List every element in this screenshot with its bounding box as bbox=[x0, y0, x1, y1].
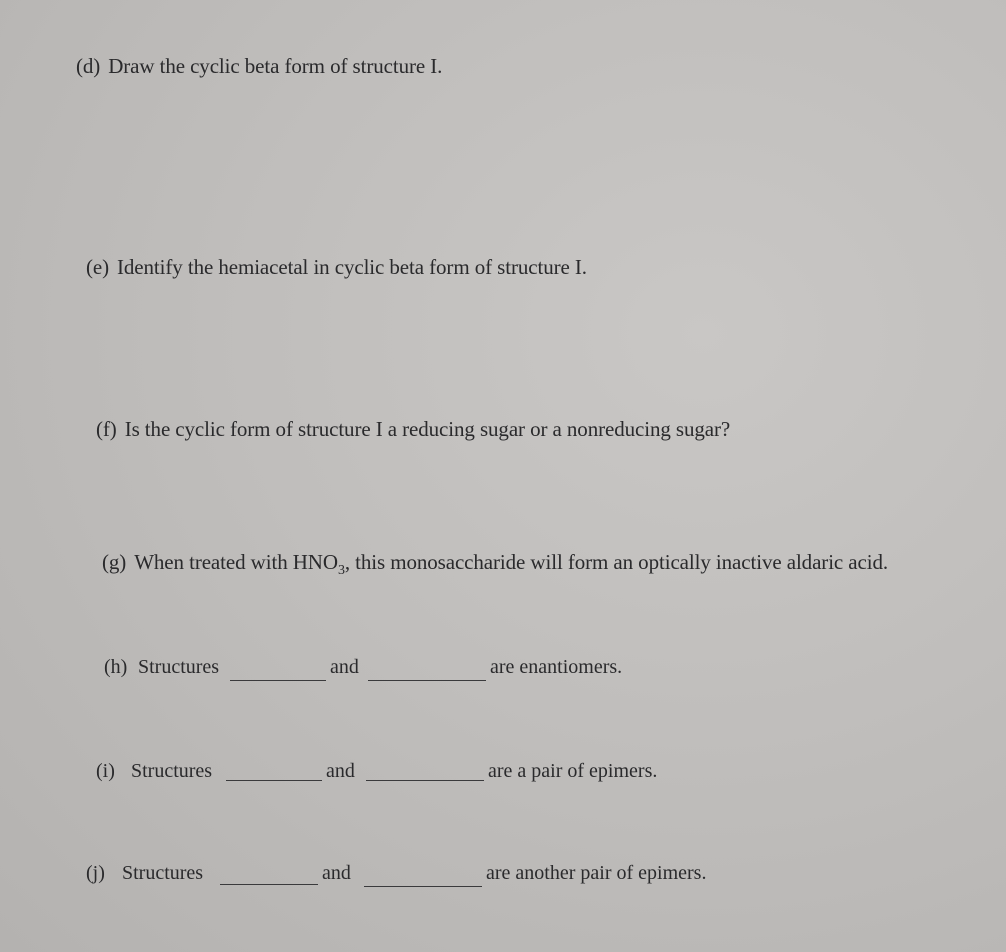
question-i-blank-2[interactable] bbox=[366, 780, 484, 781]
question-i-blank-1[interactable] bbox=[226, 780, 322, 781]
question-g-subscript: 3 bbox=[337, 563, 345, 579]
question-j-and: and bbox=[322, 862, 351, 884]
question-e-text: Identify the hemiacetal in cyclic beta form of structure I. bbox=[117, 255, 587, 279]
question-g bbox=[102, 549, 889, 579]
question-f-text: Is the cyclic form of structure I a reducing sugar or a nonreducing sugar? bbox=[124, 417, 731, 441]
question-e-label: (e) bbox=[86, 255, 110, 279]
question-g-text-after: , this monosaccharide will form an optically inactive aldaric acid. bbox=[344, 550, 889, 574]
question-j bbox=[0, 860, 1006, 890]
question-i-structures: Structures bbox=[131, 760, 213, 782]
question-d bbox=[76, 53, 442, 79]
question-g-label: (g) bbox=[102, 550, 127, 574]
question-f bbox=[96, 416, 730, 442]
question-f-label: (f) bbox=[96, 417, 117, 441]
question-g-text-before: When treated with HNO bbox=[134, 550, 338, 574]
question-j-structures: Structures bbox=[122, 862, 204, 884]
question-h-blank-1[interactable] bbox=[230, 680, 326, 681]
question-h-ending: are enantiomers. bbox=[490, 656, 623, 678]
question-d-label: (d) bbox=[76, 54, 101, 78]
question-i-and: and bbox=[326, 760, 355, 782]
question-i-label: (i) bbox=[96, 760, 115, 782]
question-h-blank-2[interactable] bbox=[368, 680, 486, 681]
question-i bbox=[0, 758, 1006, 788]
question-d-text: Draw the cyclic beta form of structure I. bbox=[108, 54, 443, 78]
question-j-blank-1[interactable] bbox=[220, 884, 318, 885]
question-h-structures: Structures bbox=[138, 656, 220, 678]
question-j-label: (j) bbox=[86, 862, 105, 884]
question-h-label: (h) bbox=[104, 656, 128, 678]
question-h bbox=[0, 654, 1006, 684]
question-j-blank-2[interactable] bbox=[364, 886, 482, 887]
question-j-ending: are another pair of epimers. bbox=[486, 862, 707, 884]
question-e bbox=[86, 254, 587, 280]
question-i-ending: are a pair of epimers. bbox=[488, 760, 658, 782]
question-h-and: and bbox=[330, 656, 359, 678]
